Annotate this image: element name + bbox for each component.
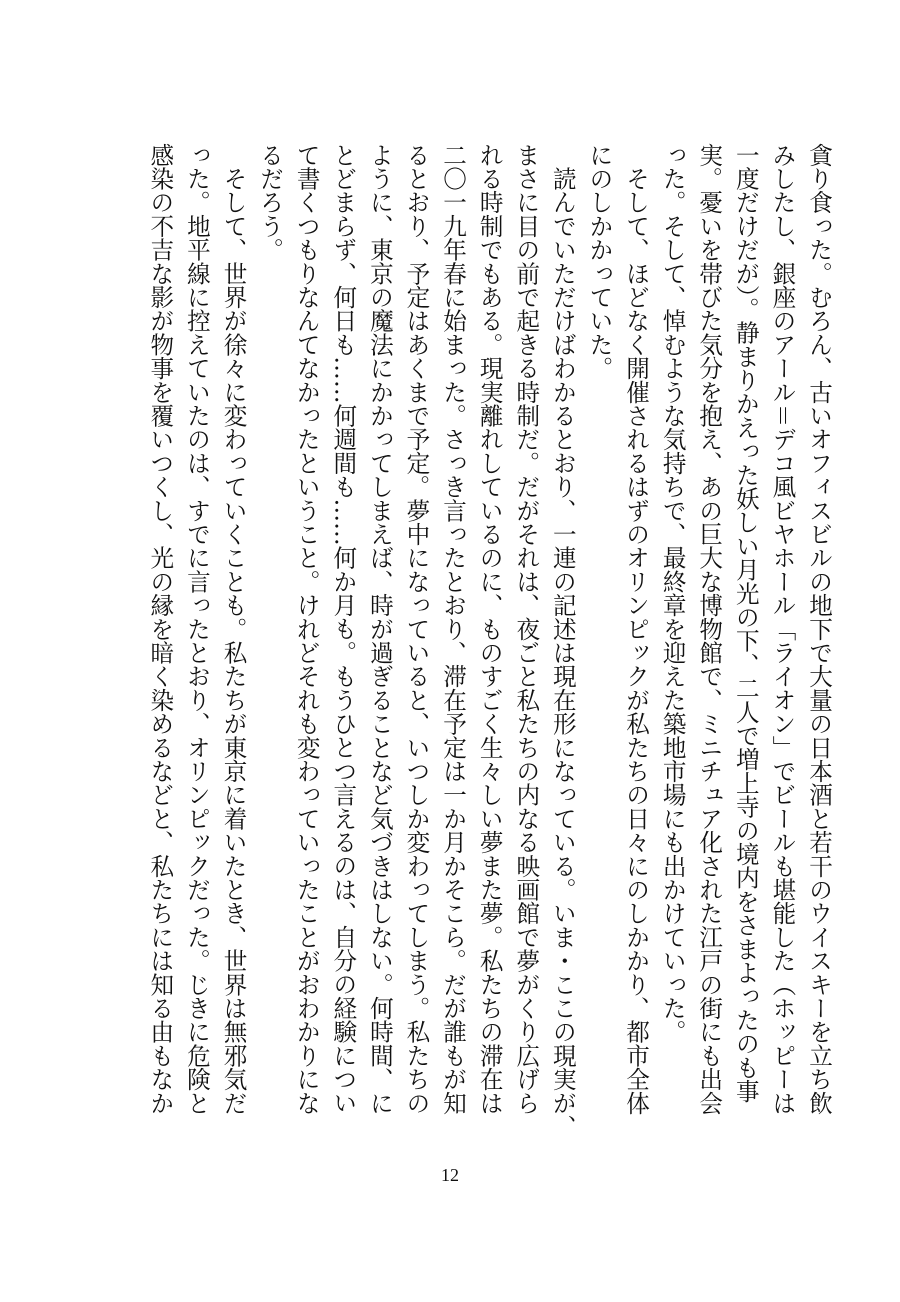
text-line: みしたし、銀座のアール＝デコ風ビヤホール「ライオン」でビールも堪能した（ホッピーは xyxy=(768,143,797,1115)
text-line: れる時制でもある。現実離れしているのに、ものすごく生々しい夢また夢。私たちの滞在は xyxy=(475,143,504,1115)
text-line: そして、ほどなく開催されるはずのオリンピックが私たちの日々にのしかかり、都市全体 xyxy=(622,143,651,1115)
text-line: るとおり、予定はあくまで予定。夢中になっていると、いつしか変わってしまう。私たちの xyxy=(402,143,431,1115)
text-line: て書くつもりなんてなかったということ。けれどそれも変わっていったことがおわかりにな xyxy=(292,143,321,1115)
text-line: そして、世界が徐々に変わっていくことも。私たちが東京に着いたとき、世界は無邪気だ xyxy=(219,143,248,1115)
text-line: 実。憂いを帯びた気分を抱え、あの巨大な博物館で、ミニチュア化された江戸の街にも出会 xyxy=(695,143,724,1115)
text-line: った。地平線に控えていたのは、すでに言ったとおり、オリンピックだった。じきに危険と xyxy=(182,143,211,1115)
text-line: った。そして、悼むような気持ちで、最終章を迎えた築地市場にも出かけていった。 xyxy=(658,143,687,1044)
text-line: 読んでいただけばわかるとおり、一連の記述は現在形になっている。いま・ここの現実が、 xyxy=(548,143,577,1139)
text-line: 貪り食った。むろん、古いオフィスビルの地下で大量の日本酒と若干のウイスキーを立ち飲 xyxy=(805,143,833,1115)
text-line: 感染の不吉な影が物事を覆いつくし、光の縁を暗く染めるなどと、私たちには知る由もなか xyxy=(146,143,175,1115)
text-line: とどまらず、何日も……何週間も……何か月も。もうひとつ言えるのは、自分の経験につい xyxy=(329,143,358,1115)
text-line: にのしかかっていた。 xyxy=(585,143,614,380)
text-line: 一度だけだが）。静まりかえった妖しい月光の下、二人で増上寺の境内をさまよったのも事 xyxy=(731,143,760,1103)
text-line: 二〇一九年春に始まった。さっき言ったとおり、滞在予定は一か月かそこら。だが誰もが知 xyxy=(439,143,468,1115)
vertical-text-body xyxy=(142,143,837,1139)
text-line: るだろう。 xyxy=(256,143,285,262)
text-line: まさに目の前で起きる時制だ。だがそれは、夜ごと私たちの内なる映画館で夢がくり広げら xyxy=(512,143,541,1115)
page-number: 12 xyxy=(441,1165,459,1185)
text-line: ように、東京の魔法にかかってしまえば、時が過ぎることなど気づきはしない。何時間、に xyxy=(365,143,394,1115)
